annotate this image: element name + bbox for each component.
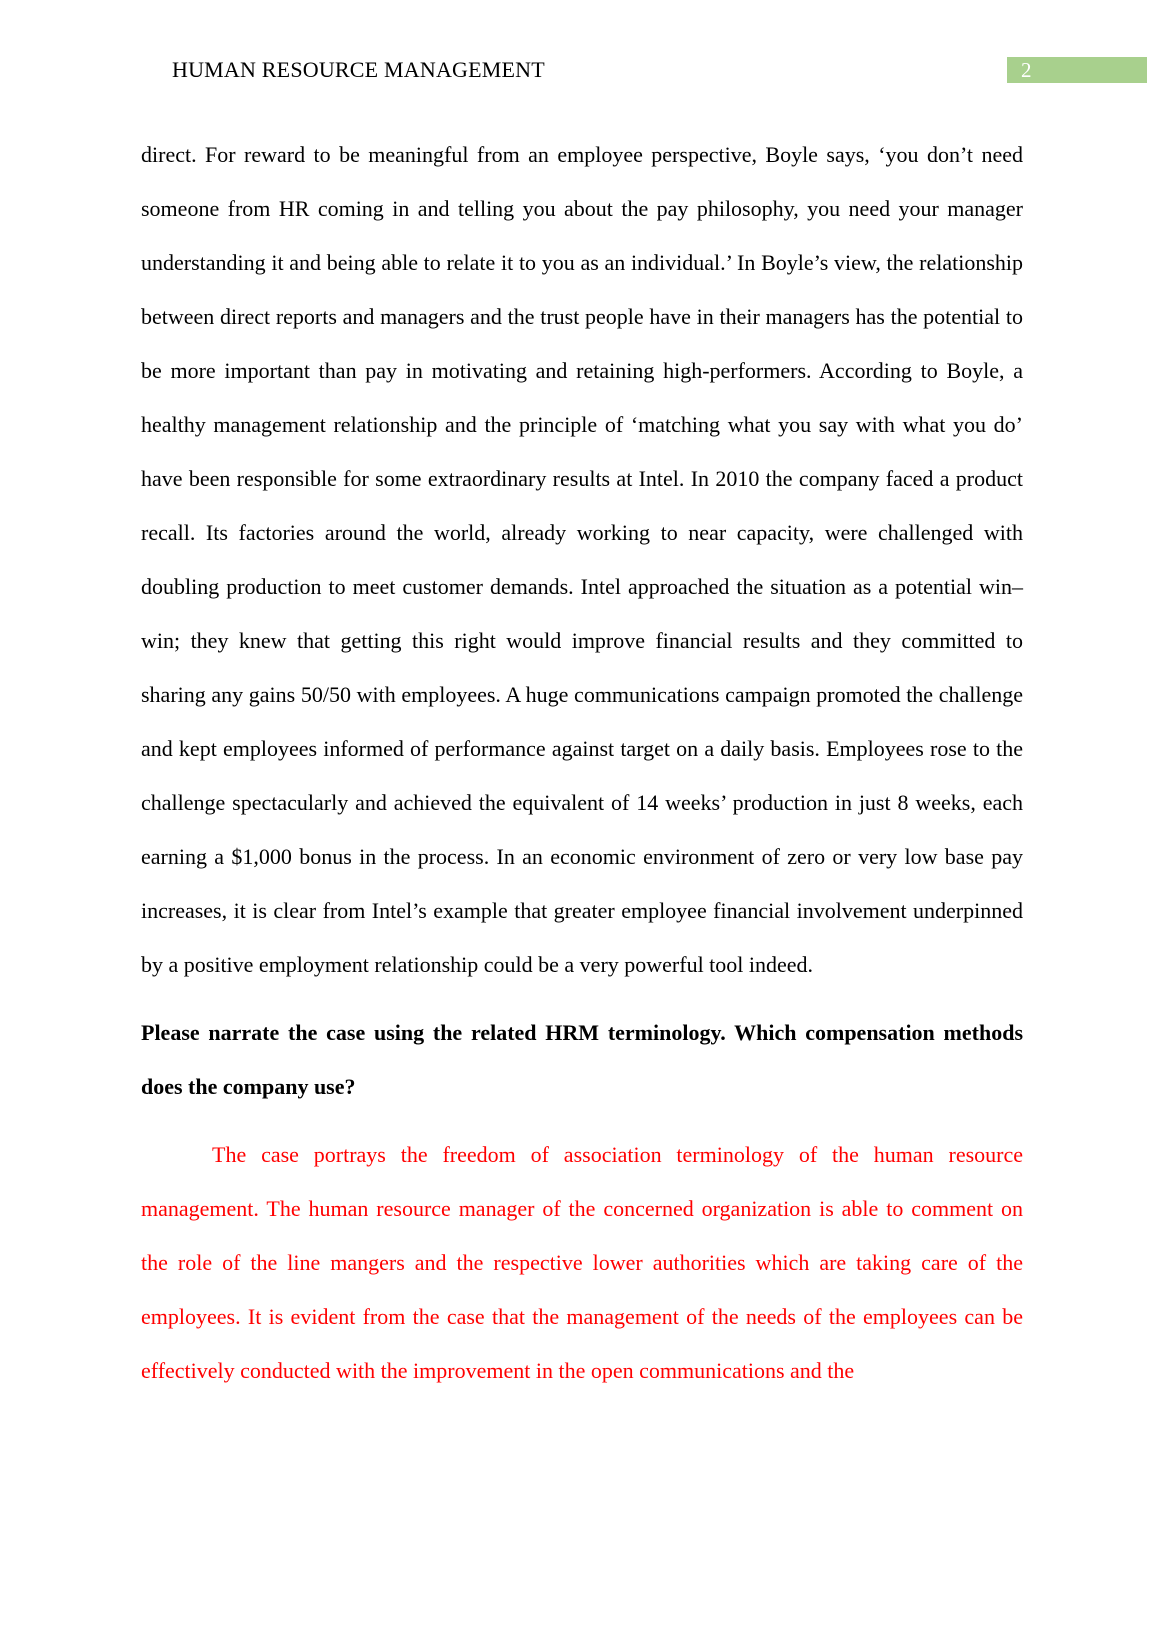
page-number: 2 bbox=[1007, 57, 1147, 83]
question-heading: Please narrate the case using the related HRM terminology. Which compensation methods does the company use? bbox=[141, 1020, 1023, 1099]
document-body bbox=[141, 128, 1023, 1398]
answer-paragraph: The case portrays the freedom of association terminology of the human resource management. The human resource manager of the concerned organization is able to comment on the role of the line mangers and the respective lower authorities which are taking care of the employees. It is evident from the case that the management of the needs of the employees can be effectively conducted with the improvement in the open communications and the bbox=[141, 1142, 1023, 1383]
body-paragraph: direct. For reward to be meaningful from an employee perspective, Boyle says, ‘you don’t need someone from HR coming in and telling you about the pay philosophy, you need your manager understanding it and being able to relate it to you as an individual.’ In Boyle’s view, the relationship between direct reports and managers and the trust people have in their managers has the potential to be more important than pay in motivating and retaining high-performers. According to Boyle, a healthy management relationship and the principle of ‘matching what you say with what you do’ have been responsible for some extraordinary results at Intel. In 2010 the company faced a product recall. Its factories around the world, already working to near capacity, were challenged with doubling production to meet customer demands. Intel approached the situation as a potential win–win; they knew that getting this right would improve financial results and they committed to sharing any gains 50/50 with employees. A huge communications campaign promoted the challenge and kept employees informed of performance against target on a daily basis. Employees rose to the challenge spectacularly and achieved the equivalent of 14 weeks’ production in just 8 weeks, each earning a $1,000 bonus in the process. In an economic environment of zero or very low base pay increases, it is clear from Intel’s example that greater employee financial involvement underpinned by a positive employment relationship could be a very powerful tool indeed. bbox=[141, 142, 1023, 977]
running-head: HUMAN RESOURCE MANAGEMENT bbox=[172, 57, 545, 82]
